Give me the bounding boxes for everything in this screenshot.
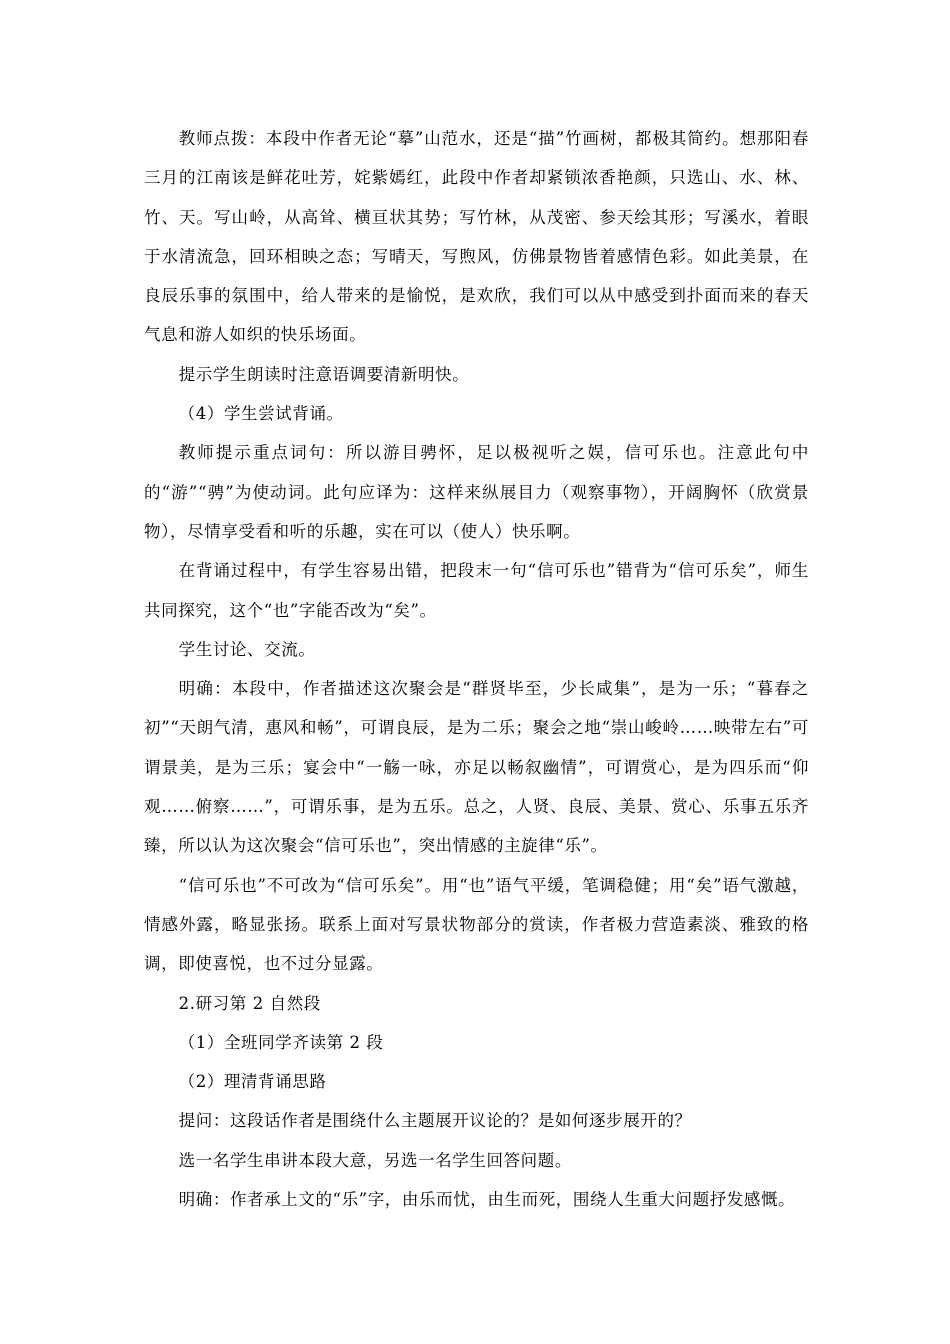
section-heading-2: 2.研习第 2 自然段: [178, 993, 321, 1013]
paragraph-step-1: （1）全班同学齐读第 2 段: [178, 1032, 384, 1052]
paragraph-question: 提问：这段话作者是围绕什么主题展开议论的？是如何逐步展开的？: [178, 1111, 692, 1131]
paragraph-step-4: （4）学生尝试背诵。: [178, 404, 344, 424]
paragraph-ye-vs-yi: “信可乐也”不可改为“信可乐矣”。用“也”语气平缓，笔调稳健；用“矣”语气激越，情感外露，略显张扬。联系上面对写景状物部分的赏读，作者极力营造素淡、雅致的格调，即使喜悦，也不过分显露。: [144, 875, 809, 974]
paragraph-student-task: 选一名学生串讲本段大意，另选一名学生回答问题。: [178, 1150, 572, 1170]
paragraph-key-sentence: 教师提示重点词句：所以游目骋怀，足以极视听之娱，信可乐也。注意此句中的“游”“骋”为使动词。此句应译为：这样来纵展目力（观察事物），开阔胸怀（欣赏景物），尽情享受看和听的乐趣，实在可以（使人）快乐啊。: [144, 443, 809, 541]
paragraph-step-2: （2）理清背诵思路: [178, 1072, 327, 1092]
paragraph-discussion: 学生讨论、交流。: [178, 639, 316, 659]
paragraph-clarification-five-joys: 明确：本段中，作者描述这次聚会是“群贤毕至，少长咸集”，是为一乐；“暮春之初”“天朗气清，惠风和畅”，可谓良辰，是为二乐；聚会之地“崇山峻岭……映带左右”可谓景美，是为三乐；宴会中“一觞一咏，亦足以畅叙幽情”，可谓赏心，是为四乐而“仰观……俯察……”，可谓乐事，是为五乐。总之，人贤、良辰、美景、赏心、乐事五乐齐臻，所以认为这次聚会“信可乐也”，突出情感的主旋律“乐”。: [144, 679, 809, 856]
document-body: [144, 119, 809, 1219]
paragraph-final-clarification: 明确：作者承上文的“乐”字，由乐而忧，由生而死，围绕人生重大问题抒发感慨。: [178, 1190, 796, 1210]
paragraph-recitation-error: 在背诵过程中，有学生容易出错，把段末一句“信可乐也”错背为“信可乐矣”，师生共同探究，这个“也”字能否改为“矣”。: [144, 561, 809, 620]
paragraph-teacher-guidance: 教师点拨：本段中作者无论“摹”山范水，还是“描”竹画树，都极其简约。想那阳春三月的江南该是鲜花吐芳，姹紫嫣红，此段中作者却紧锁浓香艳颜，只选山、水、林、竹、天。写山岭，从高耸、横亘状其势；写竹林，从茂密、参天绘其形；写溪水，着眼于水清流急，回环相映之态；写晴天，写煦风，仿佛景物皆着感情色彩。如此美景，在良辰乐事的氛围中，给人带来的是愉悦，是欢欣，我们可以从中感受到扑面而来的春天气息和游人如织的快乐场面。: [144, 129, 809, 345]
paragraph-reading-tip: 提示学生朗读时注意语调要清新明快。: [178, 364, 470, 384]
